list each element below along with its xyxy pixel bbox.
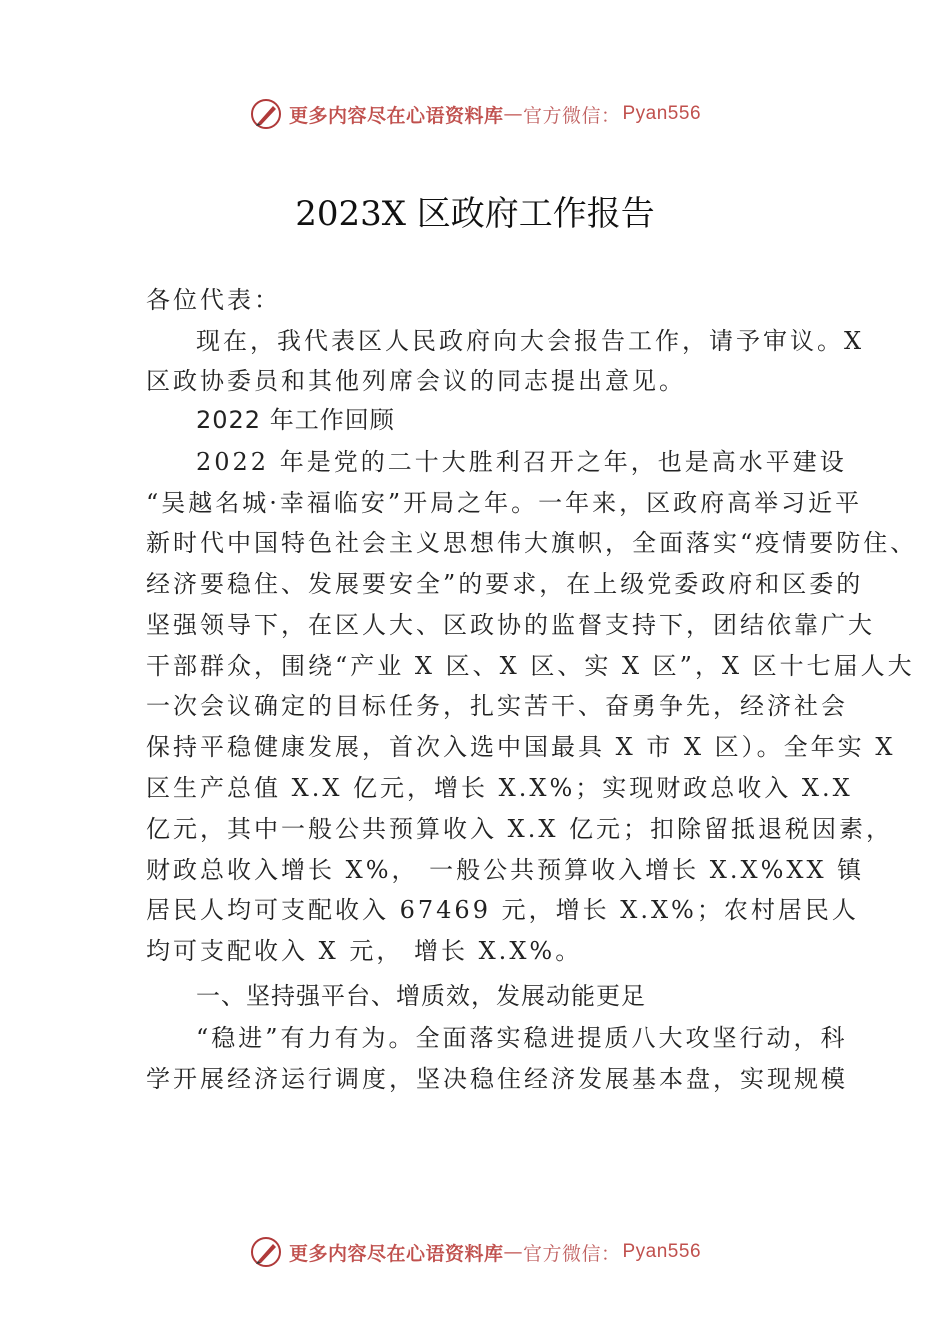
paragraph-line: 学开展经济运行调度，坚决稳住经济发展基本盘，实现规模 bbox=[146, 1065, 848, 1093]
pen-logo-icon bbox=[249, 97, 283, 131]
section-heading: 2022 年工作回顾 bbox=[196, 406, 395, 434]
paragraph-line: 区生产总值 X.X 亿元，增长 X.X%；实现财政总收入 X.X bbox=[146, 774, 853, 802]
header-banner bbox=[0, 94, 950, 134]
paragraph-line: 均可支配收入 X 元， 增长 X.X%。 bbox=[146, 937, 583, 965]
banner-dash: — bbox=[503, 1241, 523, 1263]
paragraph-line: 现在，我代表区人民政府向大会报告工作，请予审议。X bbox=[196, 327, 865, 355]
paragraph-line: 2022 年是党的二十大胜利召开之年，也是高水平建设 bbox=[196, 448, 847, 476]
banner-brand: 更多内容尽在心语资料库 bbox=[288, 104, 504, 127]
banner-wechat-label: 官方微信： bbox=[522, 1242, 621, 1265]
banner-brand: 更多内容尽在心语资料库 bbox=[288, 1242, 504, 1265]
banner-dash: — bbox=[503, 103, 523, 125]
paragraph-line: “稳进”有力有为。全面落实稳进提质八大攻坚行动，科 bbox=[196, 1024, 848, 1052]
salutation: 各位代表： bbox=[146, 286, 281, 314]
paragraph-line: 干部群众，围绕“产业 X 区、X 区、实 X 区”，X 区十七届人大 bbox=[146, 652, 915, 680]
paragraph-line: 亿元，其中一般公共预算收入 X.X 亿元；扣除留抵退税因素， bbox=[146, 815, 894, 843]
paragraph-line: 居民人均可支配收入 67469 元，增长 X.X%；农村居民人 bbox=[146, 896, 859, 924]
paragraph-line: 新时代中国特色社会主义思想伟大旗帜，全面落实“疫情要防住、 bbox=[146, 529, 918, 557]
paragraph-line: 经济要稳住、发展要安全”的要求，在上级党委政府和区委的 bbox=[146, 570, 864, 598]
paragraph-line: “吴越名城·幸福临安”开局之年。一年来，区政府高举习近平 bbox=[146, 489, 863, 517]
banner-wechat-handle: Pyan556 bbox=[622, 103, 702, 124]
paragraph-line: 区政协委员和其他列席会议的同志提出意见。 bbox=[146, 367, 686, 395]
paragraph-line: 坚强领导下，在区人大、区政协的监督支持下，团结依靠广大 bbox=[146, 611, 875, 639]
document-title: 2023X 区政府工作报告 bbox=[295, 194, 655, 234]
paragraph-line: 财政总收入增长 X%， 一般公共预算收入增长 X.X%XX 镇 bbox=[146, 856, 865, 884]
paragraph-line: 一次会议确定的目标任务，扎实苦干、奋勇争先，经济社会 bbox=[146, 692, 848, 720]
banner-wechat-label: 官方微信： bbox=[522, 104, 621, 127]
paragraph-line: 保持平稳健康发展，首次入选中国最具 X 市 X 区）。全年实 X bbox=[146, 733, 896, 761]
pen-logo-icon bbox=[249, 1235, 283, 1269]
section-heading: 一、坚持强平台、增质效，发展动能更足 bbox=[196, 982, 646, 1010]
banner-wechat-handle: Pyan556 bbox=[622, 1241, 702, 1262]
footer-banner bbox=[0, 1232, 950, 1272]
